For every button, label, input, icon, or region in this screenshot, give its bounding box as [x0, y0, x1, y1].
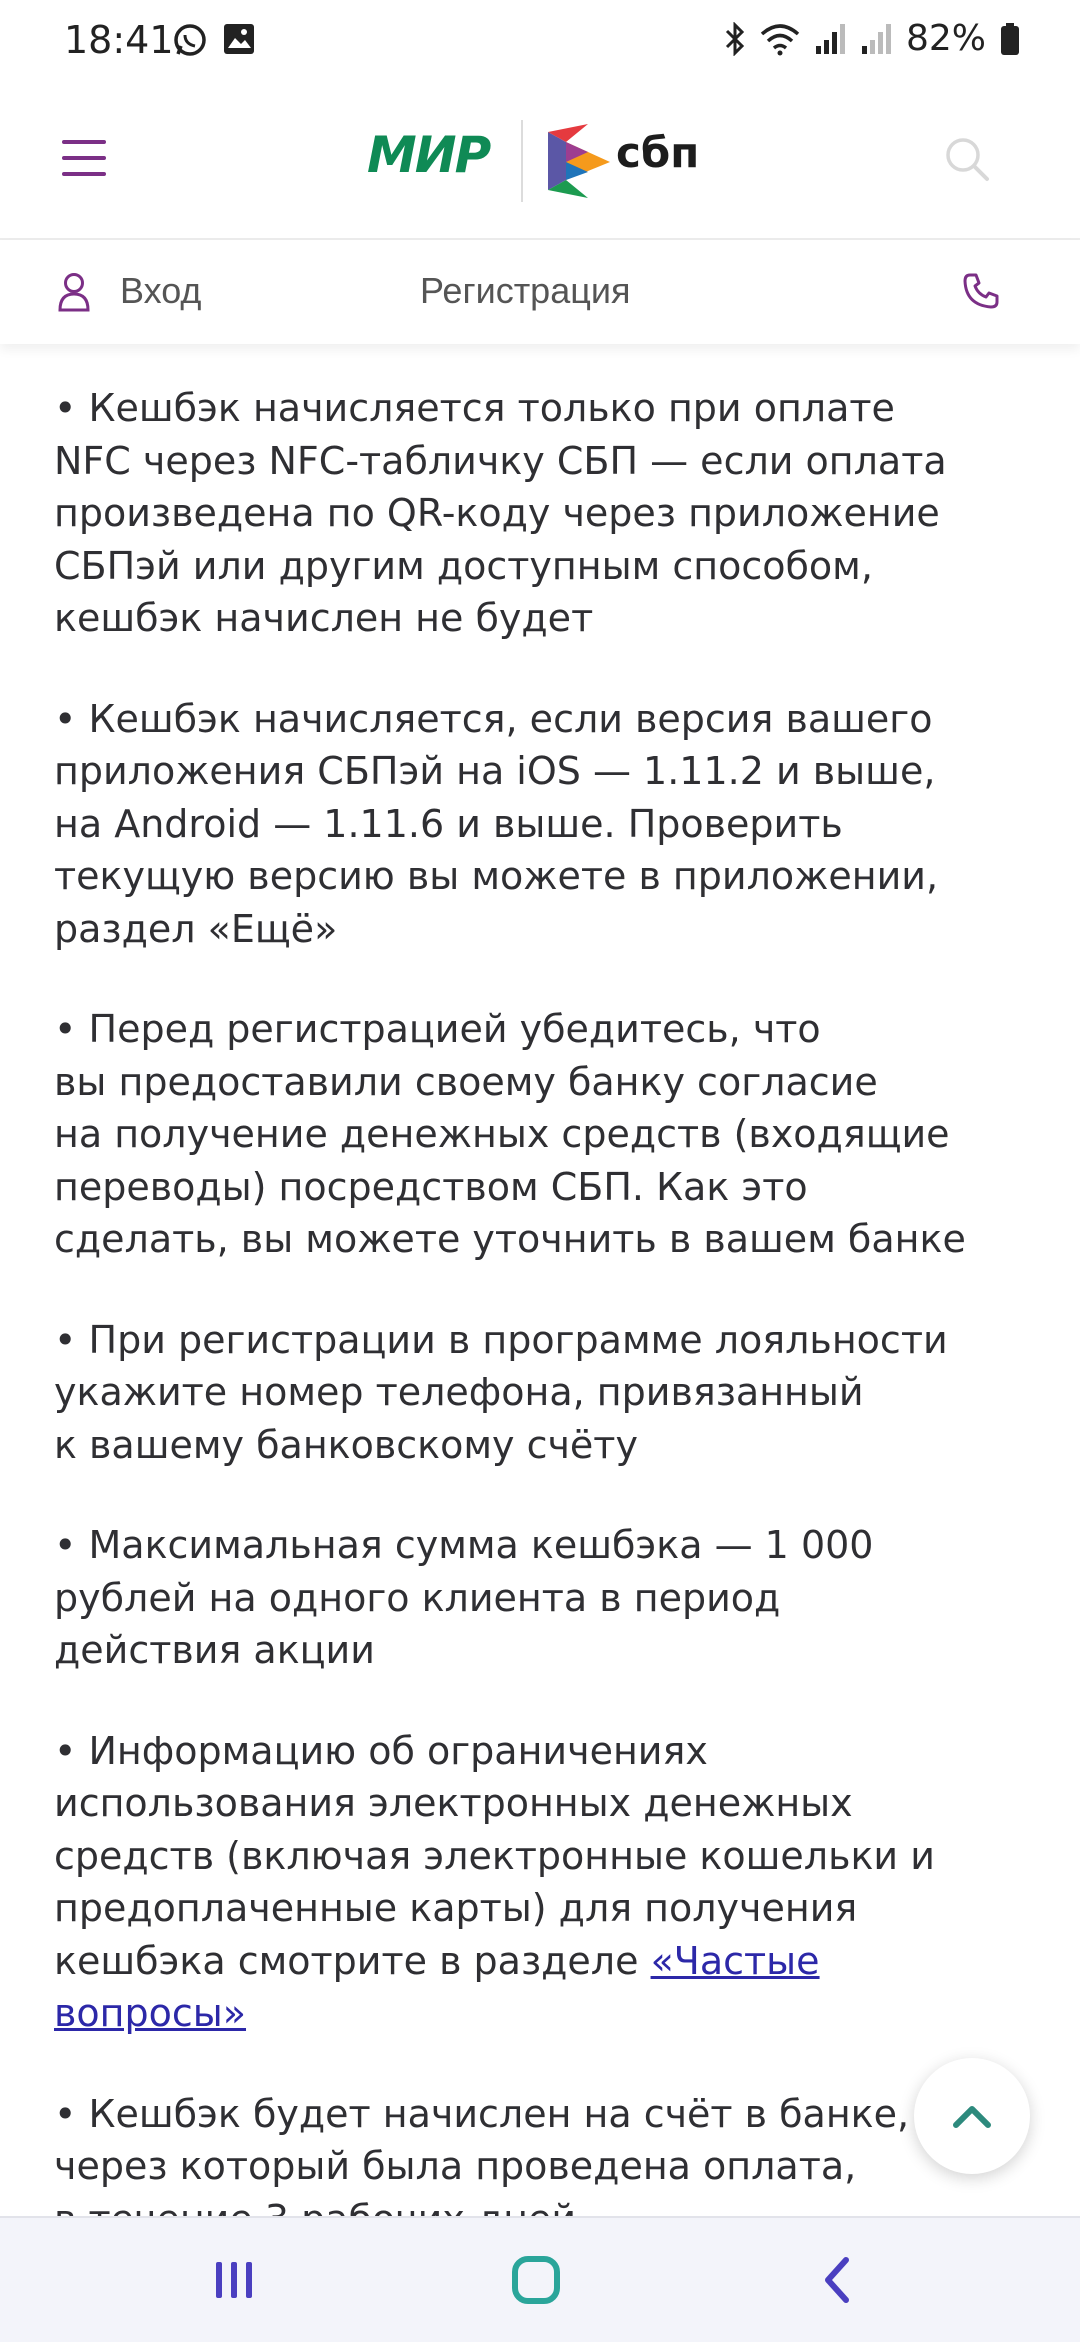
auth-bar	[0, 240, 1080, 344]
scroll-top-button[interactable]	[914, 2058, 1030, 2174]
article-content	[54, 382, 1044, 2293]
terms-paragraph-faq	[54, 1725, 1044, 2040]
login-link[interactable]: Вход	[120, 270, 202, 311]
search-icon[interactable]	[944, 136, 990, 182]
sbp-logo-text[interactable]: сбп	[616, 128, 700, 177]
terms-paragraph: • Кешбэк будет начислен на счёт в банке, через который была проведена оплата,	[54, 2091, 910, 2188]
battery-icon	[1000, 22, 1020, 56]
mir-logo[interactable]: МИР	[367, 126, 490, 184]
status-left-icons	[172, 22, 256, 58]
faq-paragraph-text: • Информацию об ограничениях использования электронных денежных средств (включая электронные кошельки и предоплаченные карты) для получения кешбэка смотрите в разделе	[54, 1728, 935, 1983]
logo-divider	[521, 120, 523, 202]
site-header	[0, 82, 1080, 240]
status-right	[724, 18, 1020, 59]
menu-icon[interactable]	[62, 140, 106, 176]
phone-icon[interactable]	[962, 272, 1000, 310]
status-bar	[0, 0, 1080, 82]
home-icon[interactable]	[510, 2254, 562, 2306]
chevron-up-icon	[952, 2103, 992, 2129]
faq-link[interactable]: «Частые вопросы»	[54, 1938, 820, 2035]
signal-icon	[814, 22, 846, 56]
terms-paragraph: • При регистрации в программе лояльности укажите номер телефона, привязанный к вашему банковскому счёту	[54, 1317, 948, 1467]
bluetooth-icon	[724, 22, 746, 56]
whatsapp-icon	[172, 22, 208, 58]
register-link[interactable]: Регистрация	[420, 270, 631, 311]
terms-paragraph: • Кешбэк начисляется, если версия вашего приложения СБПэй на iOS — 1.11.2 и выше, на Android — 1.11.6 и выше. Проверить текущую версию вы можете в приложении, раздел «Ещё»	[54, 696, 939, 951]
status-time: 18:41	[64, 18, 174, 62]
signal-icon	[860, 22, 892, 56]
recent-apps-icon[interactable]	[212, 2258, 256, 2302]
sbp-logo-mark[interactable]	[546, 122, 612, 200]
back-icon[interactable]	[822, 2256, 852, 2304]
user-icon[interactable]	[58, 272, 90, 312]
terms-paragraph: • Кешбэк начисляется только при оплате NFC через NFC-табличку СБП — если оплата произведена по QR-коду через приложение СБПэй или другим доступным способом, кешбэк начислен не будет	[54, 386, 947, 640]
battery-percent: 82%	[905, 18, 986, 59]
system-nav-bar	[0, 2216, 1080, 2342]
terms-paragraph: • Перед регистрацией убедитесь, что вы предоставили своему банку согласие на получение денежных средств (входящие переводы) посредством СБП. Как это сделать, вы можете уточнить в вашем банке	[54, 1007, 966, 1261]
terms-paragraph: • Максимальная сумма кешбэка — 1 000 рублей на одного клиента в период действия акции	[54, 1523, 874, 1672]
wifi-icon	[760, 22, 800, 56]
gallery-icon	[222, 22, 256, 56]
